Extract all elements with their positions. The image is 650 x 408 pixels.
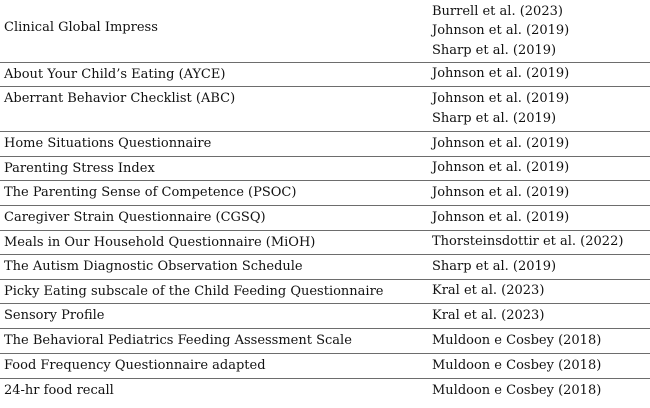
table-row [0, 62, 650, 86]
table-row [0, 328, 650, 353]
measure-cell: The Autism Diagnostic Observation Schedule [4, 259, 303, 274]
measure-cell: Parenting Stress Index [4, 160, 155, 176]
reference: Thorsteinsdottir et al. (2022) [431, 234, 624, 250]
reference: Johnson et al. (2019) [431, 135, 570, 151]
reference: Muldoon e Cosbey (2018) [431, 332, 602, 348]
reference: Johnson et al. (2019) [431, 66, 570, 82]
reference-cell [428, 279, 650, 303]
measure-cell: 24-hr food recall [4, 383, 114, 399]
table-row [0, 131, 650, 156]
reference: Johnson et al. (2019) [431, 184, 570, 200]
reference-cell [428, 86, 650, 131]
table-row [0, 279, 650, 303]
reference: Johnson et al. (2019) [431, 209, 570, 225]
reference-cell [428, 353, 650, 378]
reference-cell [428, 230, 650, 254]
reference: Johnson et al. (2019) [431, 160, 570, 176]
reference-cell [428, 62, 650, 86]
measure-cell: Meals in Our Household Questionnaire (MiOH) [4, 234, 316, 250]
measure-cell: Aberrant Behavior Checklist (ABC) [4, 90, 236, 106]
measure-cell: Caregiver Strain Questionnaire (CGSQ) [4, 210, 266, 225]
measure-cell: About Your Child’s Eating (AYCE) [4, 66, 226, 82]
table-row [0, 86, 650, 131]
reference-cell [428, 0, 650, 62]
reference-cell [428, 328, 650, 353]
table-row [0, 0, 650, 62]
reference: Kral et al. (2023) [431, 307, 545, 323]
table-row [0, 180, 650, 205]
table-row [0, 353, 650, 378]
table-row [0, 254, 650, 279]
reference-cell [428, 205, 650, 230]
reference: Burrell et al. (2023) [431, 3, 563, 19]
measure-cell: The Parenting Sense of Competence (PSOC) [4, 185, 297, 200]
reference: Muldoon e Cosbey (2018) [431, 383, 602, 398]
table-row [0, 156, 650, 180]
measure-cell: The Behavioral Pediatrics Feeding Assessment Scale [4, 333, 352, 348]
measure-cell: Sensory Profile [4, 308, 105, 323]
reference-cell [428, 131, 650, 156]
reference: Sharp et al. (2019) [431, 258, 557, 274]
reference-cell [428, 156, 650, 180]
reference-cell [428, 378, 650, 403]
reference-cell [428, 180, 650, 205]
table-row [0, 205, 650, 230]
reference: Johnson et al. (2019) [431, 91, 570, 106]
reference: Sharp et al. (2019) [431, 42, 557, 58]
measure-cell: Clinical Global Impress [4, 20, 158, 35]
table-row [0, 303, 650, 328]
reference-cell [428, 303, 650, 328]
measure-cell: Food Frequency Questionnaire adapted [4, 358, 266, 373]
reference: Kral et al. (2023) [431, 283, 545, 299]
table-row [0, 230, 650, 254]
reference-cell [428, 254, 650, 279]
measure-cell: Picky Eating subscale of the Child Feeding Questionnaire [4, 283, 384, 299]
reference: Sharp et al. (2019) [431, 110, 557, 126]
reference: Johnson et al. (2019) [431, 23, 570, 38]
reference: Muldoon e Cosbey (2018) [431, 357, 602, 373]
table-row [0, 378, 650, 403]
measure-cell: Home Situations Questionnaire [4, 136, 212, 151]
